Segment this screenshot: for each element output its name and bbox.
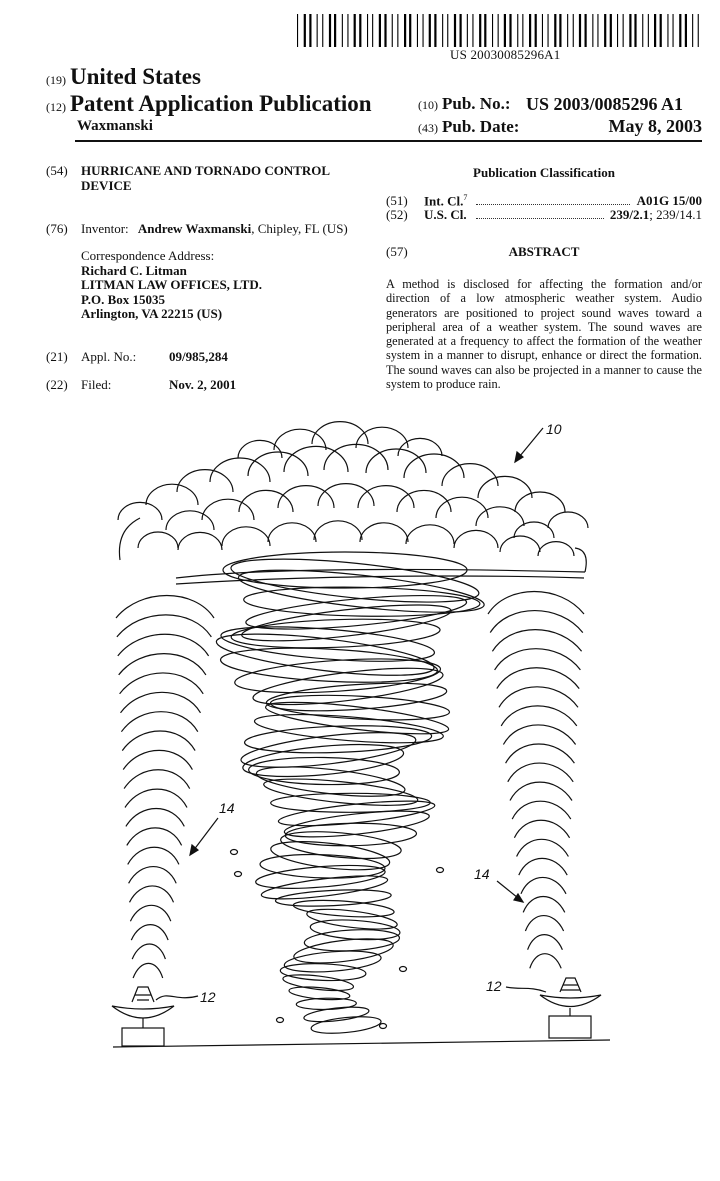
barcode-bar: [417, 14, 418, 47]
barcode-bar: [597, 14, 598, 47]
ground-line: [113, 1040, 610, 1047]
ref-10: 10: [546, 421, 562, 437]
funnel-ring: [242, 739, 405, 782]
debris-piece: [231, 850, 238, 855]
publication-type: Patent Application Publication: [70, 91, 372, 116]
debris-piece: [380, 1024, 387, 1029]
sound-wave: [130, 905, 170, 921]
barcode-bar: [692, 14, 693, 47]
inventor-location: , Chipley, FL (US): [251, 221, 348, 236]
speaker-dish-left: [112, 1006, 174, 1018]
inid-21: (21): [46, 349, 68, 364]
pub-date-label: Pub. Date:: [442, 117, 520, 136]
sound-wave: [523, 897, 565, 913]
title-line-2: DEVICE: [81, 178, 132, 193]
leader-dots-2: [476, 218, 604, 219]
sound-wave: [528, 935, 563, 950]
us-cl-value: [610, 207, 702, 223]
leader-dots-1: [476, 204, 630, 205]
barcode-number: US 20030085296A1: [450, 47, 561, 62]
corr-label: Correspondence Address:: [81, 248, 215, 263]
storm-cloud: [118, 422, 588, 584]
inventor-line: [81, 221, 348, 237]
barcode-bar: [498, 14, 499, 47]
barcode-bar: [472, 14, 473, 47]
cloud-puff: [548, 512, 588, 528]
inid-51: (51): [386, 193, 408, 208]
us-cl-value-main: 239/2.1: [609, 207, 650, 222]
corr-city: Arlington, VA 22215 (US): [81, 306, 223, 322]
sound-wave: [492, 630, 581, 652]
funnel-ring: [234, 654, 442, 698]
funnel-ring: [248, 756, 399, 786]
barcode-bar: [384, 14, 386, 47]
funnel-ring: [303, 1004, 369, 1024]
pub-number-label: Pub. No.:: [442, 94, 511, 113]
cloud-puff: [146, 484, 198, 505]
debris-piece: [235, 872, 242, 877]
publication-type-line: [46, 91, 372, 117]
inid-57: (57): [386, 244, 408, 259]
barcode-bar: [679, 14, 681, 47]
sound-wave: [530, 954, 561, 969]
sound-wave: [512, 801, 571, 819]
cloud-puff: [314, 521, 362, 540]
sound-wave: [497, 668, 579, 689]
barcode-bar: [617, 14, 618, 47]
funnel-ring: [306, 906, 398, 933]
header-rule: [75, 140, 702, 142]
barcode-bar: [685, 14, 687, 47]
barcode-bar: [460, 14, 462, 47]
sound-wave: [506, 744, 575, 763]
sound-wave: [131, 925, 168, 940]
ref-12-right: 12: [486, 978, 502, 994]
barcode-bar: [479, 14, 481, 47]
title-line-1: HURRICANE AND TORNADO CONTROL: [81, 163, 331, 178]
abstract-heading: ABSTRACT: [508, 244, 580, 259]
sound-wave: [514, 820, 569, 838]
tornado-funnel: [214, 551, 485, 1036]
ref-14-left: 14: [219, 800, 235, 816]
inventor-surname: Waxmanski: [77, 118, 153, 134]
barcode-bar: [404, 14, 406, 47]
ref-14-right: 14: [474, 866, 490, 882]
sound-wave: [120, 673, 204, 694]
funnel-ring: [260, 871, 388, 903]
filed-label: Filed:: [81, 377, 112, 392]
barcode-bar: [548, 14, 549, 47]
barcode-bar: [535, 14, 537, 47]
inid-54: (54): [46, 163, 68, 178]
barcode-bar: [567, 14, 568, 47]
leader-10: [515, 428, 543, 462]
leader-12-right: [506, 987, 546, 992]
barcode-bar: [592, 14, 593, 47]
inventor-name: Andrew Waxmanski: [137, 221, 252, 236]
country: United States: [70, 64, 201, 89]
barcode-bar: [660, 14, 662, 47]
cloud-puff: [324, 444, 388, 470]
cloud-puff: [476, 507, 524, 526]
cloud-puff: [268, 523, 316, 542]
barcode-bar: [559, 14, 561, 47]
inid-19: (19): [46, 73, 66, 87]
cloud-puff: [515, 492, 565, 512]
int-cl-label-text: Int. Cl.: [424, 193, 464, 209]
cloud-puff: [210, 458, 270, 482]
debris-piece: [400, 967, 407, 972]
audio-generator-right: [540, 978, 601, 1038]
barcode-bar: [604, 14, 606, 47]
sound-wave: [508, 763, 573, 782]
barcode-bar: [642, 14, 643, 47]
cloud-puff: [118, 502, 162, 520]
barcode-bar: [629, 14, 631, 47]
sound-waves-left: [116, 596, 214, 979]
sound-wave: [121, 692, 201, 712]
sound-wave: [129, 867, 177, 884]
patent-drawing: [0, 400, 720, 1060]
us-cl-label: U.S. Cl.: [424, 207, 467, 222]
cloud-puff: [318, 484, 374, 506]
barcode-bar: [573, 14, 574, 47]
sound-waves-right: [488, 592, 584, 969]
barcode-bar: [610, 14, 612, 47]
sound-wave: [121, 712, 197, 732]
inid-22: (22): [46, 377, 68, 392]
cloud-puff: [312, 422, 368, 444]
barcode-bar: [334, 14, 336, 47]
appl-label: Appl. No.:: [81, 349, 137, 364]
cloud-puff: [178, 532, 222, 550]
speaker-grille-right: [561, 985, 580, 990]
cloud-puff: [406, 525, 454, 544]
sound-wave: [521, 877, 566, 893]
barcode-bar: [542, 14, 543, 47]
cloud-edge: [119, 518, 586, 572]
corr-name: Richard C. Litman: [81, 262, 187, 278]
cloud-puff: [202, 499, 254, 520]
barcode-bar: [667, 14, 668, 47]
generator-base-right: [549, 1016, 591, 1038]
cloud-puff: [454, 530, 498, 548]
sound-wave: [125, 789, 187, 807]
inid-12: (12): [46, 100, 66, 114]
cloud-puff: [398, 438, 442, 456]
barcode-bar: [634, 14, 636, 47]
corr-box: P.O. Box 15035: [81, 291, 166, 307]
barcode-bar: [554, 14, 556, 47]
barcode-bar: [354, 14, 356, 47]
barcode-bar: [359, 14, 361, 47]
us-cl-value-rest: ; 239/14.1: [649, 207, 702, 222]
sound-wave: [519, 858, 567, 875]
funnel-ring: [220, 644, 439, 687]
sound-wave: [128, 847, 179, 864]
barcode-bar: [454, 14, 456, 47]
barcode-bar: [342, 14, 343, 47]
inid-10: (10): [418, 98, 438, 112]
barcode-bar: [423, 14, 424, 47]
barcode-bar: [654, 14, 656, 47]
barcode-bar: [509, 14, 511, 47]
barcode-bar: [442, 14, 443, 47]
barcode-bar: [322, 14, 323, 47]
debris-piece: [277, 1018, 284, 1023]
barcode-bar: [379, 14, 381, 47]
barcode-bar: [447, 14, 448, 47]
cloud-puff: [284, 446, 348, 472]
barcode-bar: [317, 14, 318, 47]
ref-12-left: 12: [200, 989, 216, 1005]
cloud-puff: [177, 470, 233, 492]
barcode-bar: [522, 14, 523, 47]
barcode-bar: [529, 14, 531, 47]
sound-wave: [133, 963, 163, 978]
speaker-dish-right: [540, 995, 601, 1007]
sound-wave: [499, 687, 578, 707]
barcode-bar: [467, 14, 468, 47]
cloud-puff: [138, 532, 178, 548]
sound-wave: [118, 634, 209, 656]
debris-piece: [437, 868, 444, 873]
inventor-label: Inventor:: [81, 221, 129, 236]
barcode-bar: [304, 14, 306, 47]
sound-wave: [126, 808, 184, 826]
int-cl-sup: 7: [463, 193, 468, 202]
barcode-bar: [297, 14, 298, 47]
barcode-bar: [367, 14, 368, 47]
sound-wave: [123, 750, 192, 769]
funnel-ring: [237, 562, 486, 621]
sound-wave: [130, 886, 174, 902]
sound-wave: [132, 944, 165, 959]
generator-base-left: [122, 1028, 164, 1046]
cloud-puff: [442, 464, 498, 486]
cloud-puff: [248, 452, 308, 476]
title: [81, 163, 330, 193]
classification-heading: Publication Classification: [473, 165, 615, 180]
barcode-bar: [623, 14, 624, 47]
barcode-bar: [484, 14, 486, 47]
leader-14-left: [190, 818, 218, 855]
barcode-bar: [397, 14, 398, 47]
barcode-bar: [347, 14, 348, 47]
funnel-ring: [231, 616, 441, 651]
barcode-bar: [698, 14, 699, 47]
barcode-bar: [585, 14, 587, 47]
sound-wave: [495, 649, 581, 670]
cloud-puff: [500, 536, 540, 552]
pub-number: US 2003/0085296 A1: [526, 94, 684, 114]
sound-wave: [127, 828, 182, 846]
corr-firm: LITMAN LAW OFFICES, LTD.: [81, 277, 262, 293]
country-line: [46, 64, 201, 90]
sound-wave: [510, 782, 572, 800]
correspondence-address: [81, 249, 262, 322]
cloud-puff: [278, 486, 334, 508]
cloud-puff: [397, 490, 451, 512]
barcode: [297, 14, 702, 47]
barcode-bar: [429, 14, 431, 47]
cloud-puff: [404, 454, 464, 478]
pub-number-line: [418, 94, 510, 114]
funnel-ring: [310, 1014, 381, 1036]
cloud-puff: [366, 449, 426, 473]
barcode-bar: [329, 14, 331, 47]
sound-wave: [117, 615, 211, 637]
inid-43: (43): [418, 121, 438, 135]
sound-wave: [517, 839, 569, 856]
sound-wave: [122, 731, 195, 751]
funnel-ring: [255, 761, 406, 802]
barcode-bar: [409, 14, 411, 47]
barcode-bar: [673, 14, 674, 47]
barcode-bar: [392, 14, 393, 47]
barcode-bar: [309, 14, 311, 47]
leader-12-left: [156, 996, 198, 1000]
leader-14-right: [497, 881, 523, 902]
appl-number: 09/985,284: [169, 349, 228, 364]
cloud-puff: [538, 542, 574, 556]
sound-wave: [119, 654, 206, 675]
cloud-puff: [222, 527, 270, 546]
barcode-bar: [504, 14, 506, 47]
barcode-bar: [648, 14, 649, 47]
funnel-ring: [251, 661, 444, 712]
pub-date: May 8, 2003: [608, 116, 702, 136]
sound-wave: [503, 725, 575, 745]
sound-wave: [501, 706, 577, 726]
funnel-ring: [275, 888, 391, 909]
abstract-text: A method is disclosed for affecting the formation and/or direction of a low atmospheric weather system. Audio generators are positioned to project sound waves toward a peripheral area of a weather system. The sound waves are generated at a frequency to affect the formation of the weather system in a manner to disrupt, enhance or direct the formation. The sound waves can also be projected in a manner to cause the system to produce rain.: [386, 277, 702, 392]
barcode-bar: [492, 14, 493, 47]
pub-date-line: [418, 117, 519, 137]
inid-52: (52): [386, 207, 408, 222]
speaker-grille-left: [135, 995, 151, 1000]
barcode-bar: [517, 14, 518, 47]
cloud-puff: [360, 523, 408, 542]
barcode-bar: [579, 14, 581, 47]
int-cl-value: A01G 15/00: [636, 193, 702, 208]
sound-wave: [124, 770, 190, 789]
funnel-ring: [282, 972, 354, 994]
cloud-puff: [166, 511, 214, 530]
sound-wave: [525, 916, 563, 931]
funnel-ring: [263, 774, 419, 811]
filed-date: Nov. 2, 2001: [169, 377, 237, 392]
cloud-puff: [478, 476, 532, 498]
inid-76: (76): [46, 221, 68, 236]
barcode-bar: [372, 14, 373, 47]
barcode-bar: [434, 14, 436, 47]
